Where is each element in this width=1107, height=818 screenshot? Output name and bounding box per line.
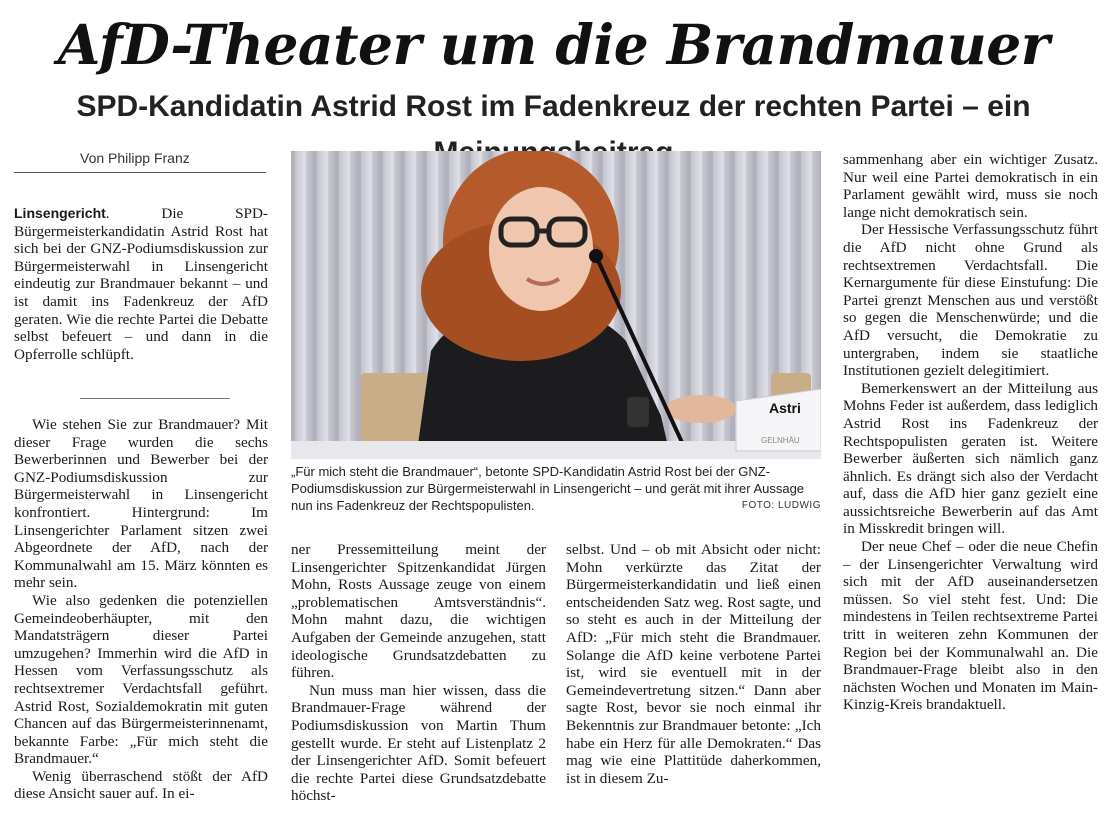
photo-illustration bbox=[291, 151, 821, 459]
article-column-4 bbox=[843, 151, 1098, 714]
paragraph: sammenhang aber ein wichtiger Zusatz. Nur weil eine Partei demokratisch in ein Parlament gewählt wird, muss sie noch lange nicht demokratisch sein. bbox=[843, 151, 1098, 221]
paragraph: Wie also gedenken die potenziellen Gemeindeoberhäupter, mit den Mandatsträgern dieser Partei umzugehen? Immerhin wird die AfD in Hessen vom Verfassungsschutz als rechtsextremer Verdachtsfall geführt. Astrid Rost, Sozialdemokratin mit guten Chancen auf das Bürgermeisterinnenamt, bekannte Farbe: „Für mich steht die Brandmauer.“ bbox=[14, 591, 268, 768]
paragraph: Wie stehen Sie zur Brandmauer? Mit dieser Frage wurden die sechs Bewerberinnen und Bewerber bei der GNZ-Podiumsdiskussion zur Bürgermeisterwahl in Linsengericht konfrontiert. Hintergrund: Im Linsengerichter Parlament sitzen zwei Abgeordnete der AfD, nach der Kommunalwahl am 15. März könnten es mehr sein. bbox=[14, 416, 268, 592]
caption-text: „Für mich steht die Brandmauer“, betonte SPD-Kandidatin Astrid Rost bei der GNZ-Podiumsdiskussion zur Bürgermeisterwahl in Linsengericht – und gerät mit ihrer Aussage nun ins Fadenkreuz der Rechtspopulisten. bbox=[291, 464, 805, 513]
lead-text: . Die SPD-Bürgermeisterkandidatin Astrid Rost hat sich bei der GNZ-Podiumsdiskussion zur Bürgermeisterwahl in Linsengericht eindeutig zur Brandmauer bekannt – und ist damit ins Fadenkreuz der AfD geraten. Wie die rechte Partei die Debatte selbst befeuert – und dann in die Opferrolle schlüpft. bbox=[14, 205, 268, 363]
photo-caption bbox=[291, 463, 821, 514]
paragraph: Der neue Chef – oder die neue Chefin – der Linsengerichter Verwaltung wird sich mit der AfD auseinandersetzen müssen. So viel steht fest. Und: Die mindestens in Teilen rechtsextreme Partei tritt in weiteren zehn Kommunen der Region bei der Kommunalwahl an. Die Brandmauer-Frage bleibt also in den nächsten Wochen und Monaten im Main-Kinzig-Kreis brandaktuell. bbox=[843, 538, 1098, 714]
face bbox=[489, 187, 593, 311]
byline: Von Philipp Franz bbox=[80, 150, 190, 166]
paragraph: Nun muss man hier wissen, dass die Brandmauer-Frage während der Podiumsdiskussion von Martin Thum gestellt wurde. Er steht auf Listenplatz 2 der Linsengerichter AfD. Somit befeuert die rechte Partei diese Grundsatzdebatte höchst- bbox=[291, 681, 546, 805]
photo-credit: FOTO: LUDWIG bbox=[741, 500, 821, 511]
lead-place: Linsengericht bbox=[14, 205, 106, 221]
name-plate-subtext: GELNHÄU bbox=[761, 436, 800, 445]
paragraph: Wenig überraschend stößt der AfD diese Ansicht sauer auf. In ei- bbox=[14, 767, 268, 803]
hands bbox=[665, 395, 737, 423]
article-column-1 bbox=[14, 416, 268, 803]
headline: AfD-Theater um die Brandmauer bbox=[57, 12, 1050, 77]
byline-rule bbox=[14, 172, 266, 173]
paragraph: Der Hessische Verfassungsschutz führt die AfD nicht ohne Grund als rechtsextremen Verdachtsfall. Die Kernargumente für diese Einstufung: Die Partei grenzt Menschen aus und verstößt so gegen die Menschenwürde; und die AfD versucht, die Demokratie zu untergraben, indem sie staatliche Institutionen gezielt delegitimiert. bbox=[843, 221, 1098, 380]
article-column-2 bbox=[291, 541, 546, 805]
watch bbox=[627, 397, 649, 427]
paragraph: ner Pressemitteilung meint der Linsengerichter Spitzenkandidat Jürgen Mohn, Rosts Aussage zeuge von einem „problematischen Amtsverständnis“. Mohn mahnt dazu, die wichtigen Aufgaben der Gemeinde anzugehen, statt ideologische Grundsatzdebatten zu führen. bbox=[291, 541, 546, 682]
article-column-3 bbox=[566, 541, 821, 787]
article-photo bbox=[291, 151, 821, 459]
paragraph: selbst. Und – ob mit Absicht oder nicht: Mohn verkürzte das Zitat der Bürgermeisterkandidatin und ließ einen entscheidenden Satz weg. Rost sagte, und so steht es auch in der Mitteilung der AfD: „Für mich steht die Brandmauer. Solange die AfD keine verbotene Partei ist, wird sie eventuell mit in der Gemeindevertretung sitzen.“ Dann aber sagte Rost, bevor sie noch einmal ihr Bekenntnis zur Brandmauer betonte: „Ich habe ein Herz für alle Demokraten.“ Das mag wie eine Plattitüde daherkommen, ist in diesem Zu- bbox=[566, 541, 821, 787]
separator-rule bbox=[80, 398, 230, 399]
paragraph: Bemerkenswert an der Mitteilung aus Mohns Feder ist außerdem, dass lediglich Astrid Rost ins Fadenkreuz der Rechtspopulisten geraten ist. Weitere Bewerber äußerten sich nämlich ganz ähnlich. Es drängt sich also der Verdacht auf, dass die AfD hier ganz gezielt eine aussichtsreiche Bewerberin auf das Amt in Misskredit bringen will. bbox=[843, 379, 1098, 538]
lead-paragraph bbox=[14, 205, 268, 363]
name-plate-text: Astri bbox=[769, 400, 801, 416]
subheadline: SPD-Kandidatin Astrid Rost im Fadenkreuz der rechten Partei – ein bbox=[76, 90, 1031, 123]
